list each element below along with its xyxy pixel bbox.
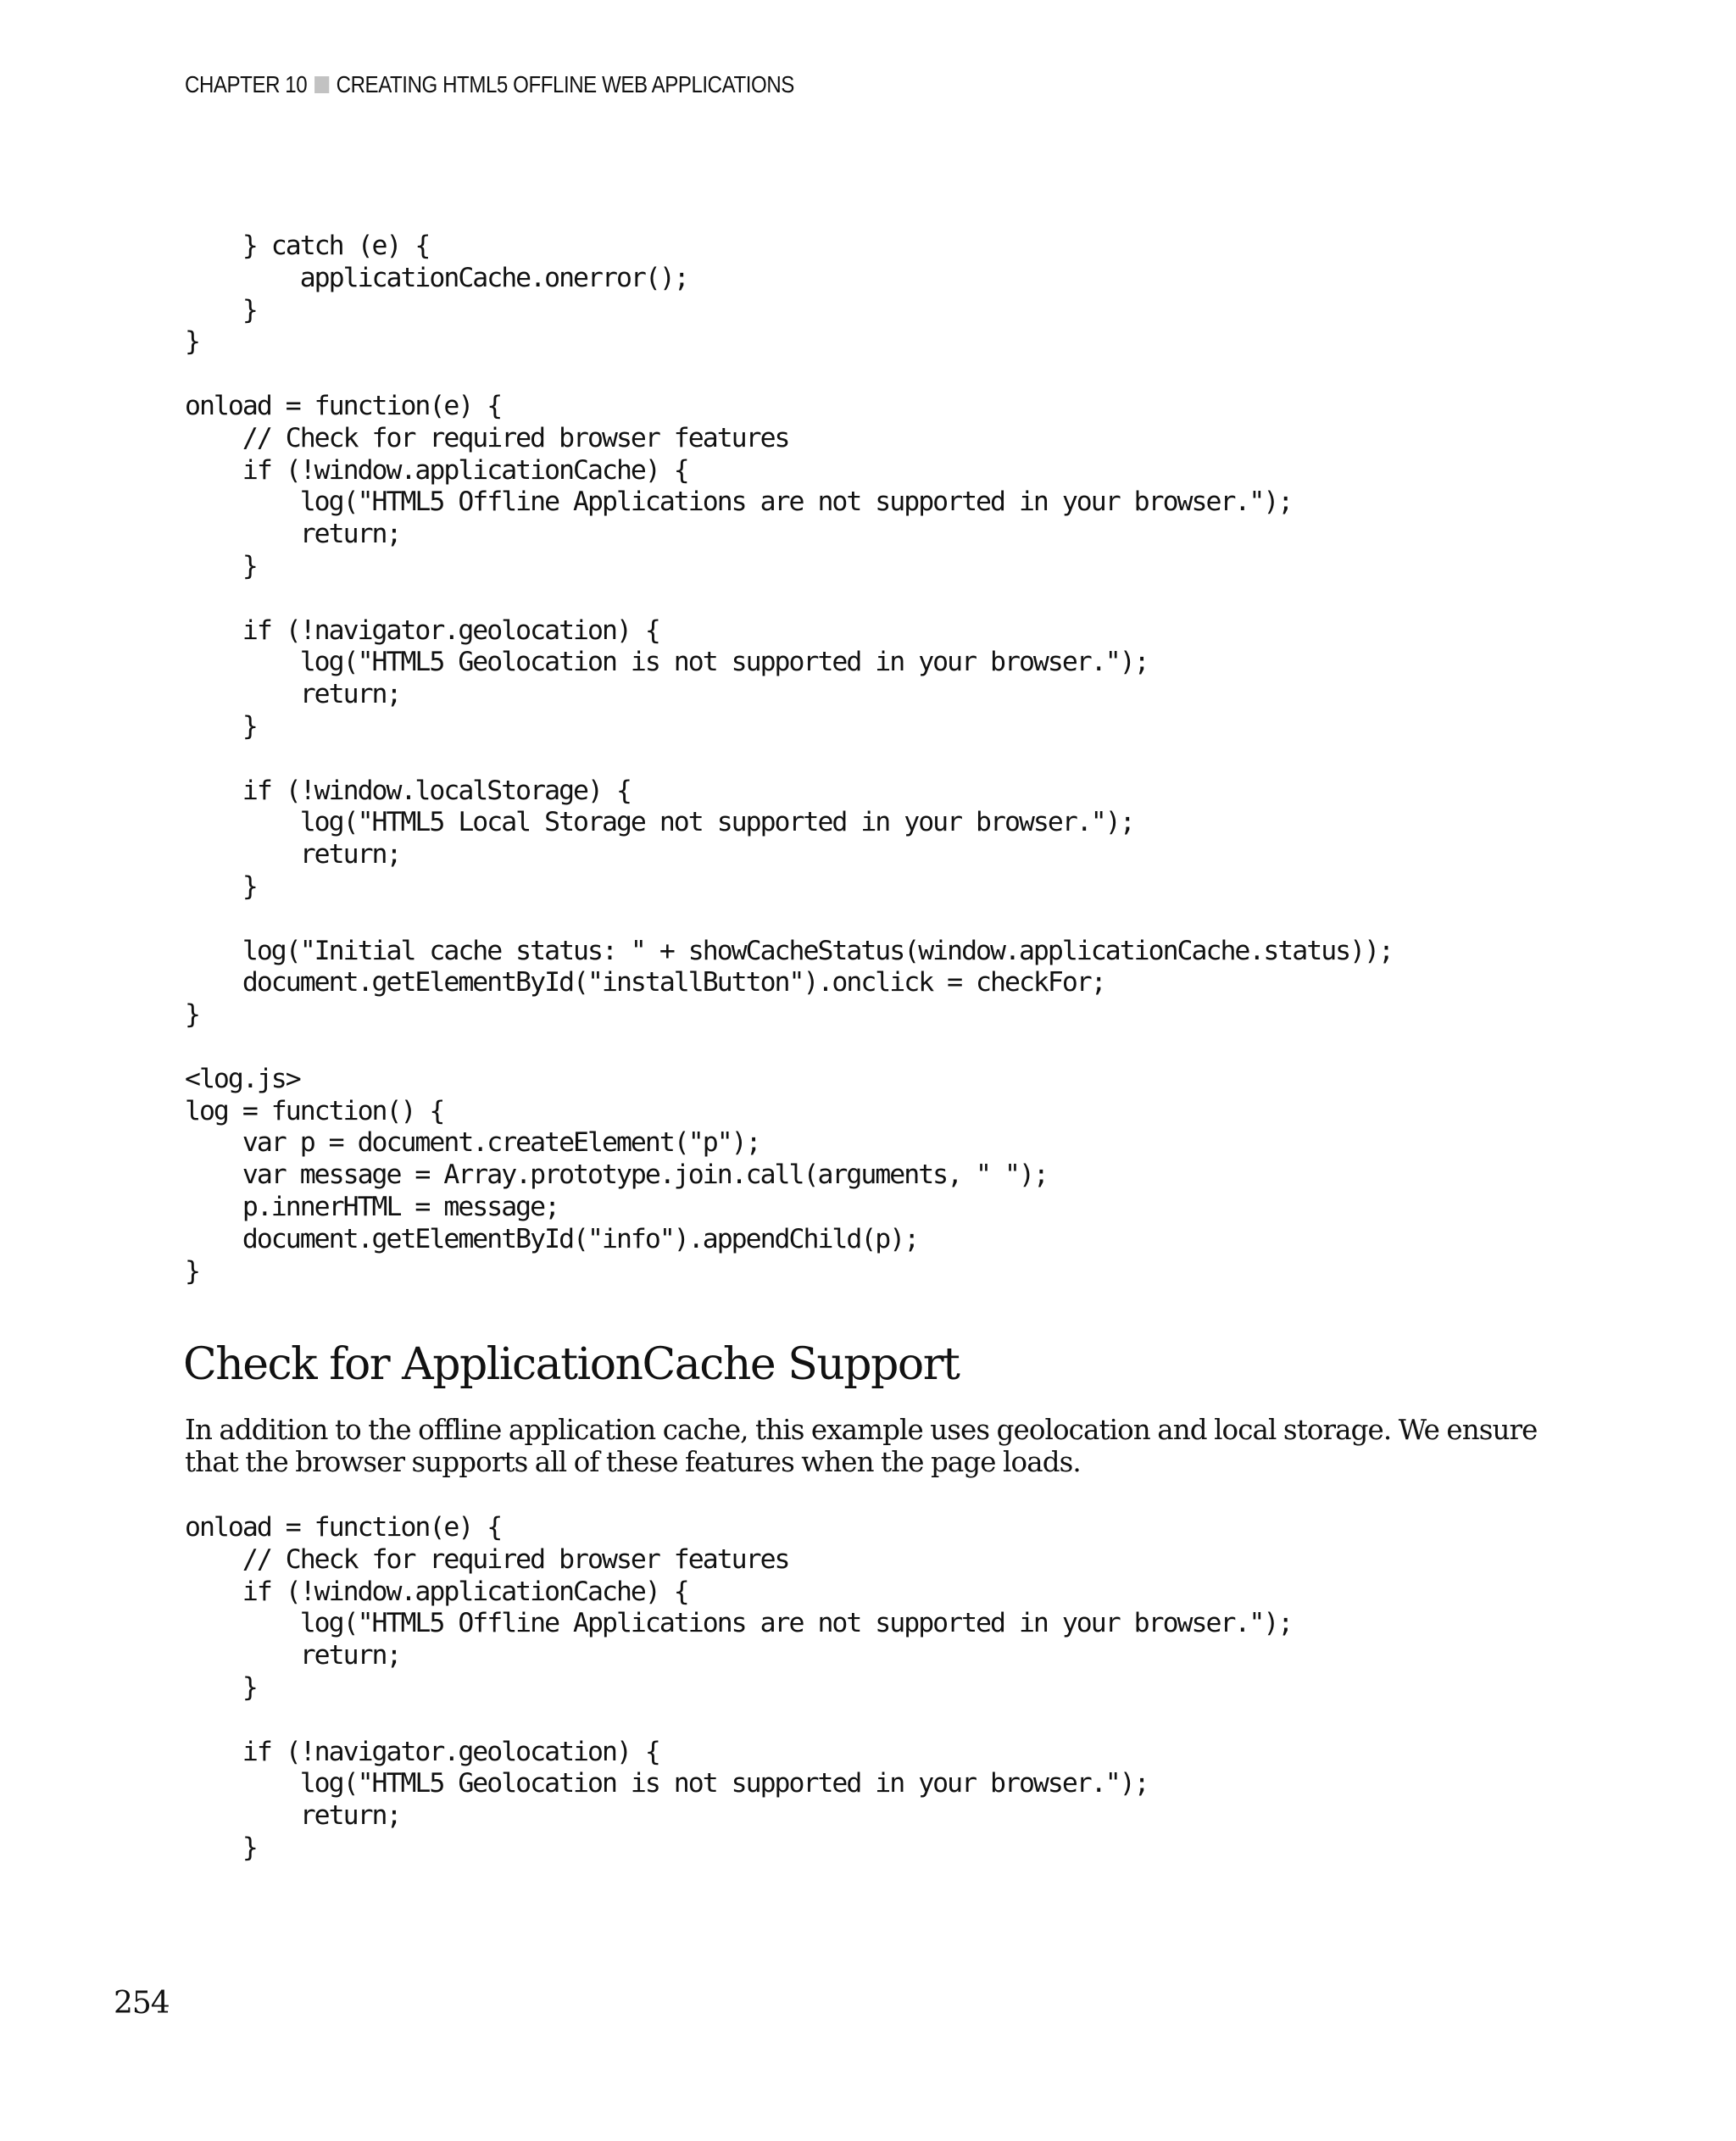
section-heading: Check for ApplicationCache Support — [183, 1339, 960, 1390]
page-number: 254 — [114, 1986, 170, 2021]
code-listing-top: } catch (e) { applicationCache.onerror(); } } onload = function(e) { // Check for required browser features if (!window.applicationCache) { log("HTML5 Offline Applications are not supported in your browser."); return; } if (!navigator.geolocation) { log("HTML5 Geolocation is not supported in your browser."); return; } if (!window.localStorage) { log("HTML5 Local Storage not supported in your browser."); return; } log("Initial cache status: " + showCacheStatus(window.applicationCache.status)); document.getElementById("installButton").onclick = checkFor; } <log.js> log = function() { var p = document.createElement("p"); var message = Array.prototype.join.call(arguments, " "); p.innerHTML = message; document.getElementById("info").appendChild(p); } — [185, 231, 1394, 1287]
running-head — [185, 71, 794, 98]
square-separator-icon — [314, 76, 329, 93]
body-paragraph: In addition to the offline application cache, this example uses geolocation and local storage. We ensure that the browser supports all of these features when the page loads. — [185, 1414, 1538, 1478]
code-listing-bottom: onload = function(e) { // Check for required browser features if (!window.applicationCache) { log("HTML5 Offline Applications are not supported in your browser."); return; } if (!navigator.geolocation) { log("HTML5 Geolocation is not supported in your browser."); return; } — [185, 1512, 1293, 1863]
chapter-label: CHAPTER 10 — [185, 71, 308, 97]
chapter-title: CREATING HTML5 OFFLINE WEB APPLICATIONS — [336, 71, 794, 97]
